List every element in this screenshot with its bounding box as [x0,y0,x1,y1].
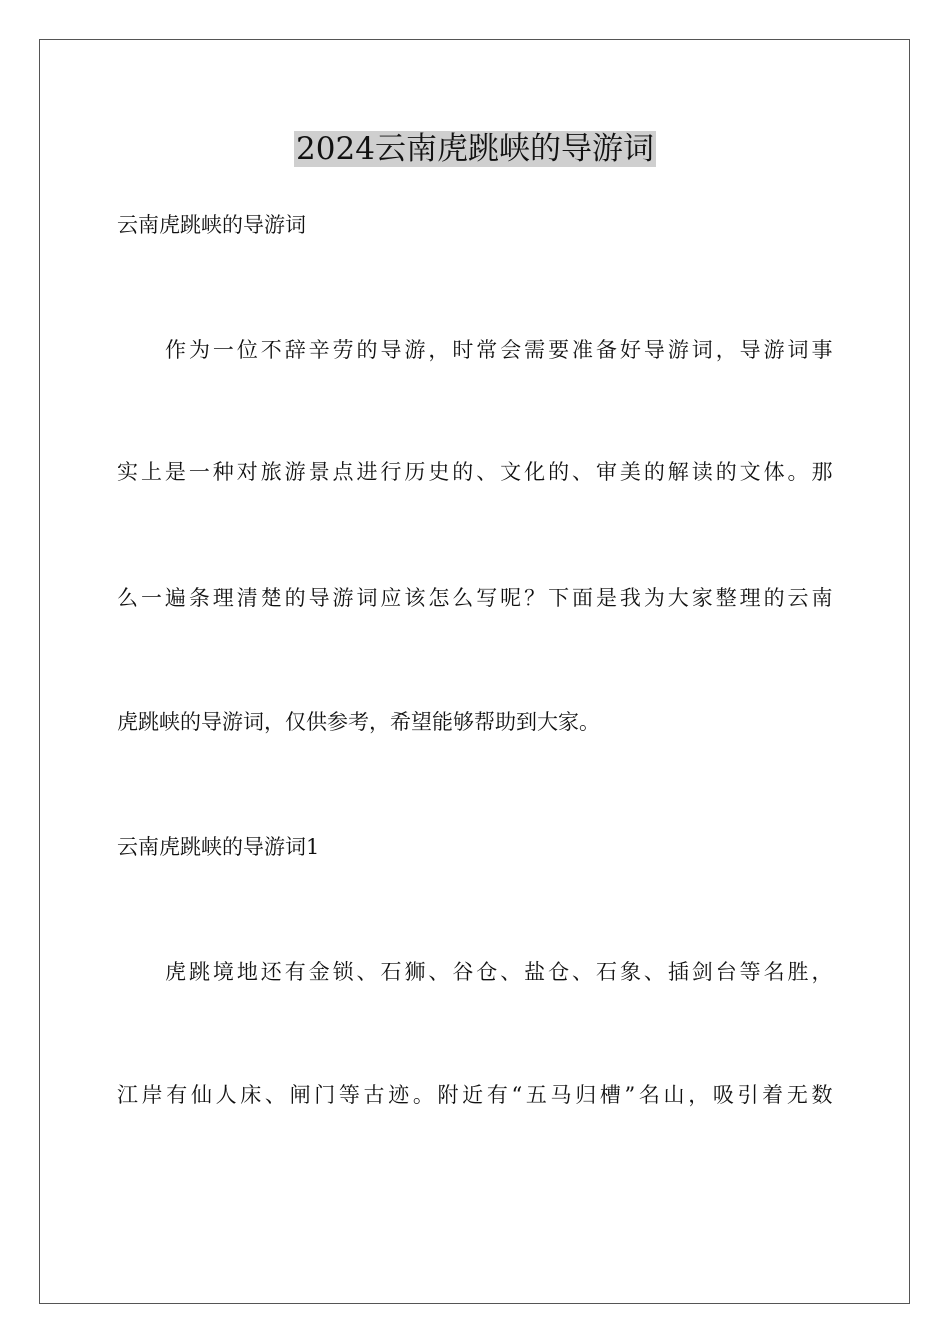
intro-line-4: 虎跳峡的导游词，仅供参考，希望能够帮助到大家。 [117,710,600,734]
section-heading: 云南虎跳峡的导游词1 [117,835,320,859]
intro-line-2: 实上是一种对旅游景点进行历史的、文化的、审美的解读的文体。那 [117,460,833,484]
document-title-text: 2024云南虎跳峡的导游词 [296,131,654,167]
section-line-1: 虎跳境地还有金锁、石狮、谷仓、盐仓、石象、插剑台等名胜， [165,960,833,984]
intro-line-1: 作为一位不辞辛劳的导游，时常会需要准备好导游词，导游词事 [165,338,833,362]
document-title [0,128,950,170]
intro-line-3: 么一遍条理清楚的导游词应该怎么写呢？下面是我为大家整理的云南 [117,586,833,610]
document-subtitle: 云南虎跳峡的导游词 [117,213,306,237]
section-line-2: 江岸有仙人床、闸门等古迹。附近有“五马归槽”名山，吸引着无数 [117,1083,833,1107]
